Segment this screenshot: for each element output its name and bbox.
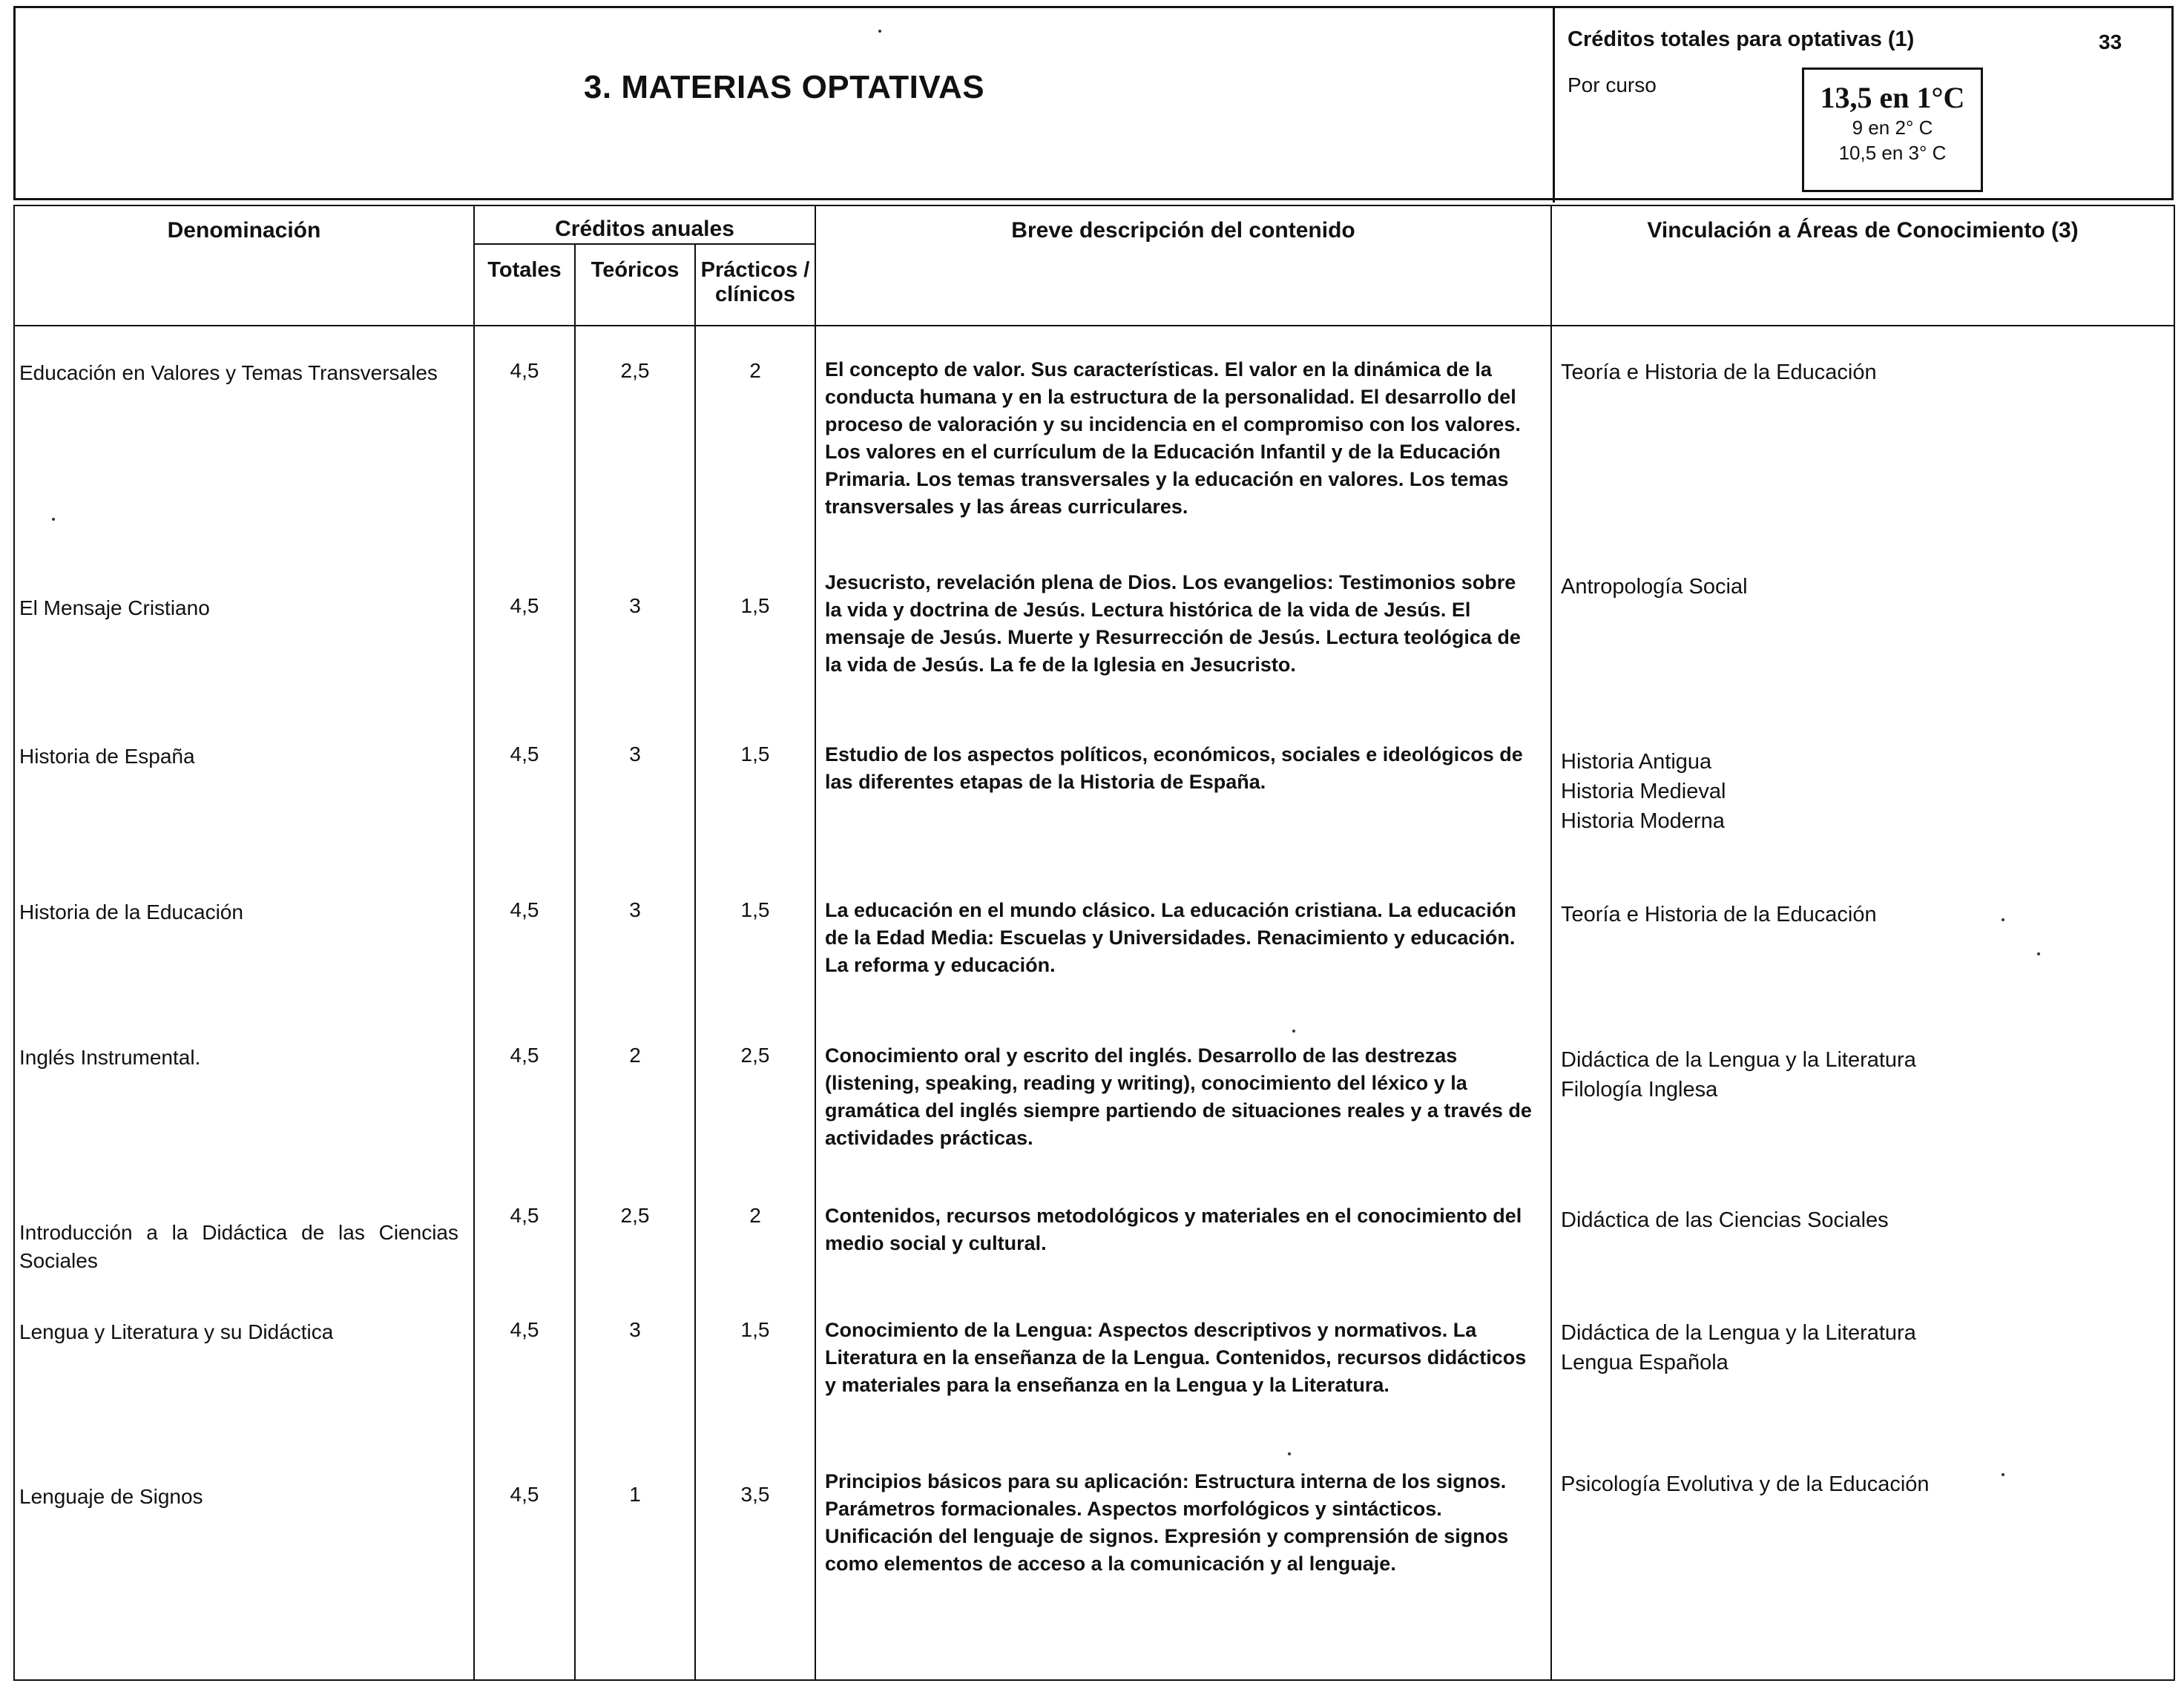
subject-name: Historia de España [14,735,474,891]
column-header-description: Breve descripción del contenido [815,205,1551,326]
area-item: Historia Antigua [1561,750,1712,774]
scan-speck [52,518,55,521]
column-header-credits: Créditos anuales [474,205,815,244]
credits-totales: 4,5 [474,735,575,891]
knowledge-areas [1551,1196,2174,1311]
credits-teoricos: 3 [575,891,695,1036]
area-item: Historia Medieval [1561,780,1726,803]
credits-totales: 4,5 [474,326,575,562]
credits-practicos: 2,5 [695,1036,815,1196]
credits-total-title: Créditos totales para optativas (1) [1568,27,1915,51]
credits-practicos: 1,5 [695,891,815,1036]
knowledge-areas [1551,326,2174,562]
column-header-teoricos: Teóricos [575,244,695,326]
column-header-name: Denominación [14,205,474,326]
area-item: Didáctica de la Lengua y la Literatura [1561,1048,1916,1072]
subjects-table [13,205,2175,1681]
credits-teoricos: 2,5 [575,326,695,562]
credits-teoricos: 2 [575,1036,695,1196]
knowledge-areas [1551,1036,2174,1196]
area-item: Antropología Social [1561,575,1748,599]
area-item: Filología Inglesa [1561,1078,1718,1102]
header-box [13,6,2174,200]
subject-description: Jesucristo, revelación plena de Dios. Los evangelios: Testimonios sobre la vida y doctrina de Jesús. Lectura histórica de la vida de Jesús. El mensaje de Jesús. Muerte y Resurrección de Jesús. Lectura teológica de la vida de Jesús. La fe de la Iglesia en Jesucristo. [815,562,1551,735]
credits-third-course: 10,5 en 3° C [1838,142,1947,164]
scan-speck [2002,918,2004,921]
credits-teoricos: 3 [575,1311,695,1461]
credits-totales: 4,5 [474,1196,575,1311]
credits-practicos: 2 [695,1196,815,1311]
page-title: 3. MATERIAS OPTATIVAS [583,69,985,105]
column-header-areas: Vinculación a Áreas de Conocimiento (3) [1551,205,2174,326]
credits-second-course: 9 en 2° C [1852,116,1933,139]
credits-practicos: 2 [695,326,815,562]
subject-name: Inglés Instrumental. [14,1036,474,1196]
subject-name: Introducción a la Didáctica de las Ciencias Sociales [14,1196,474,1311]
por-curso-label: Por curso [1568,73,1657,96]
subject-name: Historia de la Educación [14,891,474,1036]
credits-totales: 4,5 [474,562,575,735]
subject-description: Conocimiento de la Lengua: Aspectos descriptivos y normativos. La Literatura en la enseñanza de la Lengua. Contenidos, recursos didácticos y materiales para la enseñanza en la Lengua y la Literatura. [815,1311,1551,1461]
area-item: Didáctica de la Lengua y la Literatura [1561,1321,1916,1345]
subject-description: Contenidos, recursos metodológicos y materiales en el conocimiento del medio social y cultural. [815,1196,1551,1311]
scan-speck [2037,952,2040,955]
credits-practicos: 3,5 [695,1461,815,1680]
table-row [14,562,2174,735]
header-divider [1553,8,1555,203]
credits-totales: 4,5 [474,1036,575,1196]
knowledge-areas [1551,562,2174,735]
document-page [13,6,2175,1679]
column-header-totales: Totales [474,244,575,326]
table-row [14,735,2174,891]
knowledge-areas [1551,891,2174,1036]
knowledge-areas [1551,1311,2174,1461]
area-item: Teoría e Historia de la Educación [1561,903,1877,926]
table-row [14,891,2174,1036]
subject-description: Principios básicos para su aplicación: Estructura interna de los signos. Parámetros formacionales. Aspectos morfológicos y sintácticos. Unificación del lenguaje de signos. Expresión y comprensión de signos como elementos de acceso a la comunicación y al lenguaje. [815,1461,1551,1680]
column-header-practicos: Prácticos / clínicos [695,244,815,326]
credits-totales: 4,5 [474,1311,575,1461]
subject-description: El concepto de valor. Sus características. El valor en la dinámica de la conducta humana y en la estructura de la personalidad. El desarrollo del proceso de valoración y su incidencia en el compromiso con los valores. Los valores en el currículum de la Educación Infantil y de la Educación Primaria. Los temas transversales y la educación en valores. Los temas transversales y las áreas curriculares. [815,326,1551,562]
knowledge-areas [1551,735,2174,891]
knowledge-areas [1551,1461,2174,1680]
area-item: Psicología Evolutiva y de la Educación [1561,1472,1930,1496]
credits-practicos: 1,5 [695,735,815,891]
scan-speck [1292,1030,1295,1033]
subject-description: La educación en el mundo clásico. La educación cristiana. La educación de la Edad Media: Escuelas y Universidades. Renacimiento y educación. La reforma y educación. [815,891,1551,1036]
table-row [14,1311,2174,1461]
area-item: Didáctica de las Ciencias Sociales [1561,1208,1889,1232]
credits-teoricos: 1 [575,1461,695,1680]
scan-speck [878,30,881,33]
credits-per-course-box [1802,68,1983,192]
credits-totales: 4,5 [474,891,575,1036]
scan-speck [2002,1473,2004,1476]
credits-teoricos: 2,5 [575,1196,695,1311]
subject-name: Lenguaje de Signos [14,1461,474,1680]
subject-name: Lengua y Literatura y su Didáctica [14,1311,474,1461]
area-item: Historia Moderna [1561,809,1725,833]
table-row [14,1461,2174,1680]
credits-teoricos: 3 [575,735,695,891]
table-row [14,1196,2174,1311]
credits-practicos: 1,5 [695,562,815,735]
area-item: Teoría e Historia de la Educación [1561,360,1877,384]
subject-name: Educación en Valores y Temas Transversales [14,326,474,562]
table-row [14,1036,2174,1196]
table-row [14,326,2174,562]
subject-name: El Mensaje Cristiano [14,562,474,735]
header-row-top [14,205,2174,244]
credits-teoricos: 3 [575,562,695,735]
subject-description: Conocimiento oral y escrito del inglés. Desarrollo de las destrezas (listening, speaking, reading y writing), conocimiento del léxico y la gramática del inglés siempre partiendo de situaciones reales y a través de actividades prácticas. [815,1036,1551,1196]
scan-speck [1288,1452,1291,1455]
page-number: 33 [2099,30,2122,53]
credits-totales: 4,5 [474,1461,575,1680]
subject-description: Estudio de los aspectos políticos, económicos, sociales e ideológicos de las diferentes etapas de la Historia de España. [815,735,1551,891]
area-item: Lengua Española [1561,1351,1729,1374]
credits-practicos: 1,5 [695,1311,815,1461]
credits-first-course: 13,5 en 1°C [1820,81,1965,114]
